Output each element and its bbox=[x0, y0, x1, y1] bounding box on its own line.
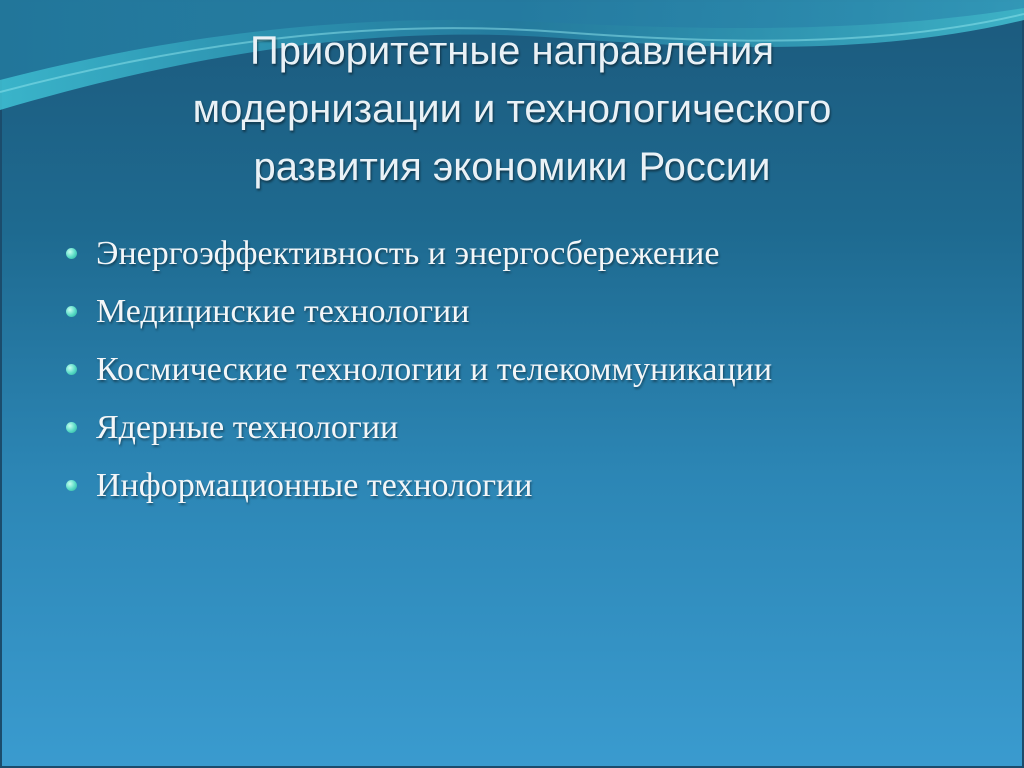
slide-title-line: развития экономики России bbox=[253, 145, 771, 189]
slide-title-line: модернизации и технологического bbox=[192, 87, 832, 131]
bullet-item-information-technologies bbox=[66, 457, 772, 515]
bullet-list bbox=[66, 225, 772, 515]
bullet-dot-icon bbox=[66, 248, 77, 259]
bullet-dot-icon bbox=[66, 364, 77, 375]
bullet-item-label: Информационные технологии bbox=[96, 467, 533, 504]
bullet-item-label: Медицинские технологии bbox=[96, 293, 470, 330]
slide-title bbox=[0, 22, 1024, 196]
bullet-dot-icon bbox=[66, 422, 77, 433]
bullet-item-medical-technologies bbox=[66, 283, 772, 341]
bullet-item-label: Ядерные технологии bbox=[96, 409, 399, 446]
bullet-item-energy-efficiency bbox=[66, 225, 772, 283]
bullet-dot-icon bbox=[66, 306, 77, 317]
bullet-item-space-telecom bbox=[66, 341, 772, 399]
slide-title-line: Приоритетные направления bbox=[250, 29, 774, 73]
bullet-item-nuclear-technologies bbox=[66, 399, 772, 457]
bullet-dot-icon bbox=[66, 480, 77, 491]
bullet-item-label: Космические технологии и телекоммуникации bbox=[96, 351, 773, 388]
bullet-item-label: Энергоэффективность и энергосбережение bbox=[96, 235, 720, 272]
